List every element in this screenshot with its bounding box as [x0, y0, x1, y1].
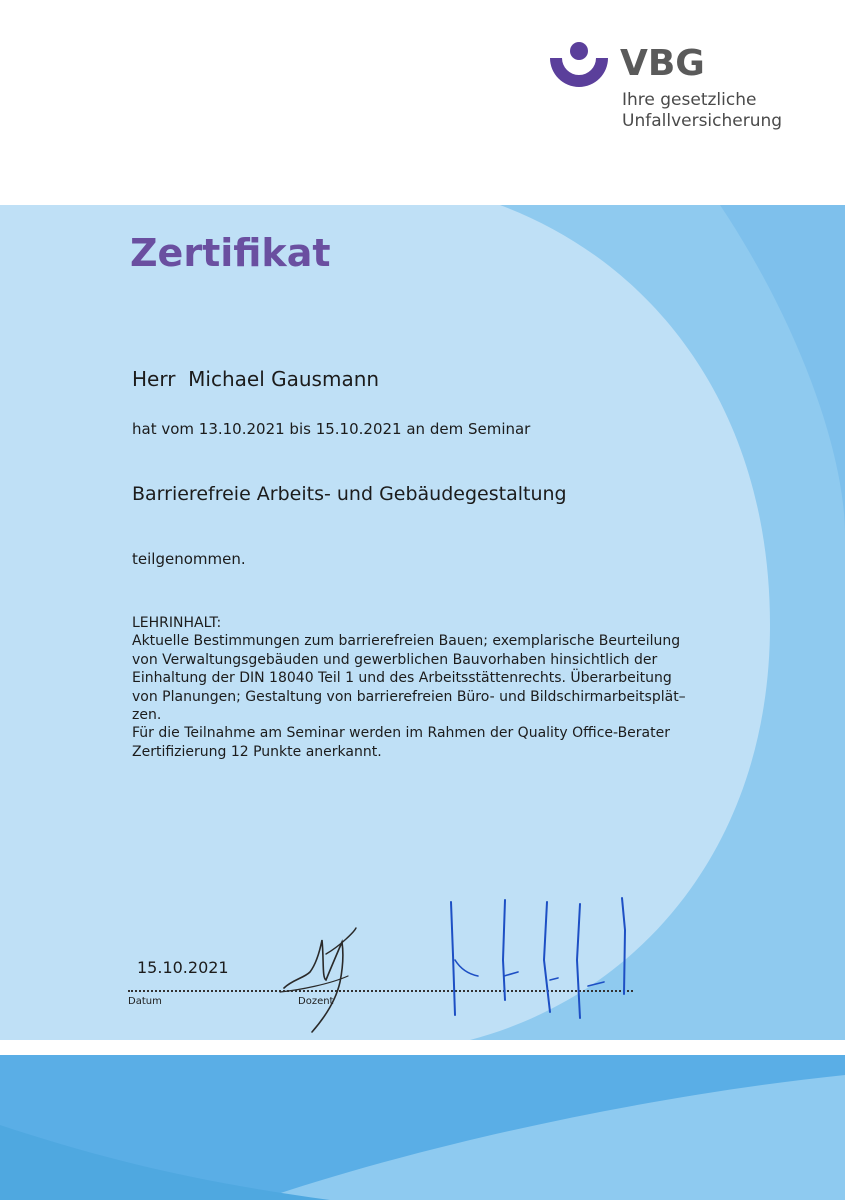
participation-text: teilgenommen. — [132, 550, 246, 568]
participant-signature — [438, 890, 638, 1020]
content-line: von Verwaltungsgebäuden und gewerblichen Bauvorhaben hinsichtlich der — [132, 651, 658, 668]
lecturer-label: Dozent — [298, 996, 334, 1007]
issue-date: 15.10.2021 — [137, 958, 229, 977]
content-line: Aktuelle Bestimmungen zum barrierefreien Bauen; exemplarische Beurteilung — [132, 633, 681, 650]
content-line: Zertifizierung 12 Punkte anerkannt. — [132, 743, 382, 760]
vbg-logo-mark-icon — [548, 40, 612, 90]
footer-band — [0, 1055, 845, 1200]
recipient-name: Herr Michael Gausmann — [132, 367, 380, 391]
brand-tagline-line-2: Unfallversicherung — [622, 111, 783, 131]
brand-tagline-line-1: Ihre gesetzliche — [622, 90, 757, 110]
brand-tagline — [622, 90, 782, 132]
content-line: Einhaltung der DIN 18040 Teil 1 und des Arbeitsstättenrechts. Überarbeitung — [132, 670, 672, 687]
content-line: von Planungen; Gestaltung von barrierefreien Büro- und Bildschirmarbeitsplät– — [132, 688, 686, 705]
lecturer-signature — [270, 920, 370, 1040]
content-line: Für die Teilnahme am Seminar werden im Rahmen der Quality Office-Berater — [132, 725, 670, 742]
vbg-logo — [548, 40, 788, 140]
date-label: Datum — [128, 996, 162, 1007]
certificate-title: Zertifikat — [130, 231, 331, 275]
content-line: LEHRINHALT: — [132, 615, 222, 631]
seminar-period: hat vom 13.10.2021 bis 15.10.2021 an dem Seminar — [132, 420, 531, 438]
seminar-title: Barrierefreie Arbeits- und Gebäudegestaltung — [132, 483, 567, 505]
course-content — [132, 614, 686, 761]
brand-name: VBG — [620, 43, 705, 84]
content-line: zen. — [132, 707, 162, 724]
